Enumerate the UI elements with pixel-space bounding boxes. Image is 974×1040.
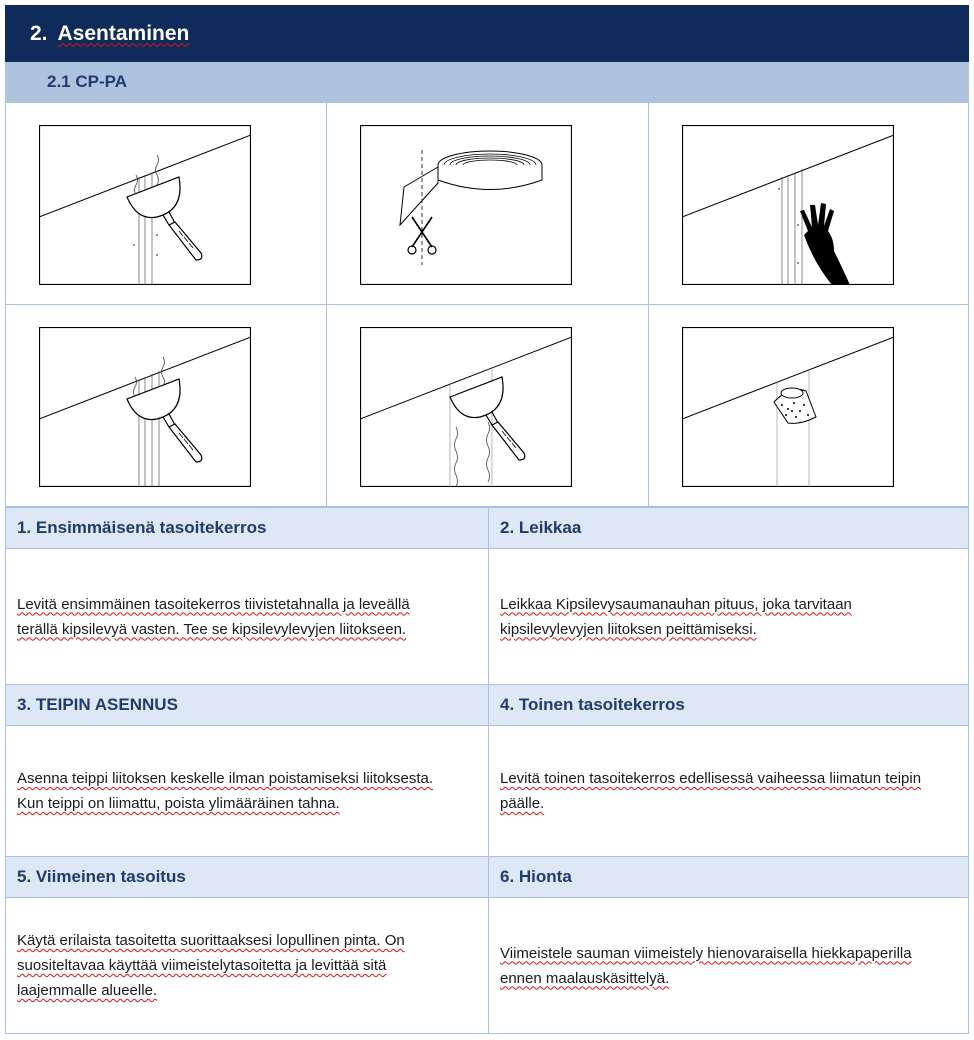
step-3-body <box>5 725 489 857</box>
step-3-header <box>5 684 489 726</box>
illustration-cell-5 <box>326 304 649 507</box>
spreading-compound-illustration <box>39 125 251 285</box>
step-5-header <box>5 856 489 898</box>
step-1-body <box>5 548 489 685</box>
applying-tape-illustration <box>682 125 894 285</box>
step-4-title: 4. Toinen tasoitekerros <box>500 695 685 714</box>
step-2-body <box>488 548 969 685</box>
illustration-cell-1 <box>5 102 327 305</box>
step-6-title: 6. Hionta <box>500 867 572 886</box>
step-4-body <box>488 725 969 857</box>
step-6-body <box>488 897 969 1034</box>
step-4-header <box>488 684 969 726</box>
cutting-tape-illustration <box>360 125 572 285</box>
subsection-title-bar <box>5 62 969 102</box>
step-2-title: 2. Leikkaa <box>500 518 582 537</box>
step-1-text: Levitä ensimmäinen tasoitekerros tiivistetahnalla ja leveällä terällä kipsilevyä vasten. Tee se kipsilevylevyjen liitokseen. <box>17 595 410 638</box>
second-coat-illustration <box>39 327 251 487</box>
illustration-cell-3 <box>648 102 969 305</box>
subsection-title: 2.1 CP-PA <box>47 72 127 91</box>
step-2-header <box>488 507 969 549</box>
illustration-row-1 <box>5 102 969 305</box>
illustration-cell-2 <box>326 102 649 305</box>
section-title: Asentaminen <box>57 21 190 45</box>
section-title-bar <box>5 5 969 62</box>
step-3-text: Asenna teippi liitoksen keskelle ilman poistamiseksi liitoksesta. Kun teippi on liimattu, poista ylimääräinen tahna. <box>17 770 434 812</box>
sanding-illustration <box>682 327 894 487</box>
step-1-header <box>5 507 489 549</box>
step-4-text: Levitä toinen tasoitekerros edellisessä vaiheessa liimatun teipin päälle. <box>500 770 922 812</box>
step-2-text: Leikkaa Kipsilevysaumanauhan pituus, joka tarvitaan kipsilevylevyjen liitoksen peittämiseksi. <box>500 595 852 638</box>
illustration-row-2 <box>5 304 969 507</box>
step-5-title: 5. Viimeinen tasoitus <box>17 867 186 886</box>
step-1-title: 1. Ensimmäisenä tasoitekerros <box>17 518 267 537</box>
step-5-text: Käytä erilaista tasoitetta suorittaaksesi lopullinen pinta. On suositeltavaa käyttää viimeistelytasoitetta ja levittää sitä laajemmalle alueelle. <box>17 932 405 999</box>
step-3-title: 3. TEIPIN ASENNUS <box>17 695 178 714</box>
step-5-body <box>5 897 489 1034</box>
final-coat-illustration <box>360 327 572 487</box>
section-number: 2. <box>30 21 48 45</box>
step-6-header <box>488 856 969 898</box>
illustration-cell-4 <box>5 304 327 507</box>
illustration-cell-6 <box>648 304 969 507</box>
step-6-text: Viimeistele sauman viimeistely hienovaraisella hiekkapaperilla ennen maalauskäsittelyä. <box>500 944 912 987</box>
